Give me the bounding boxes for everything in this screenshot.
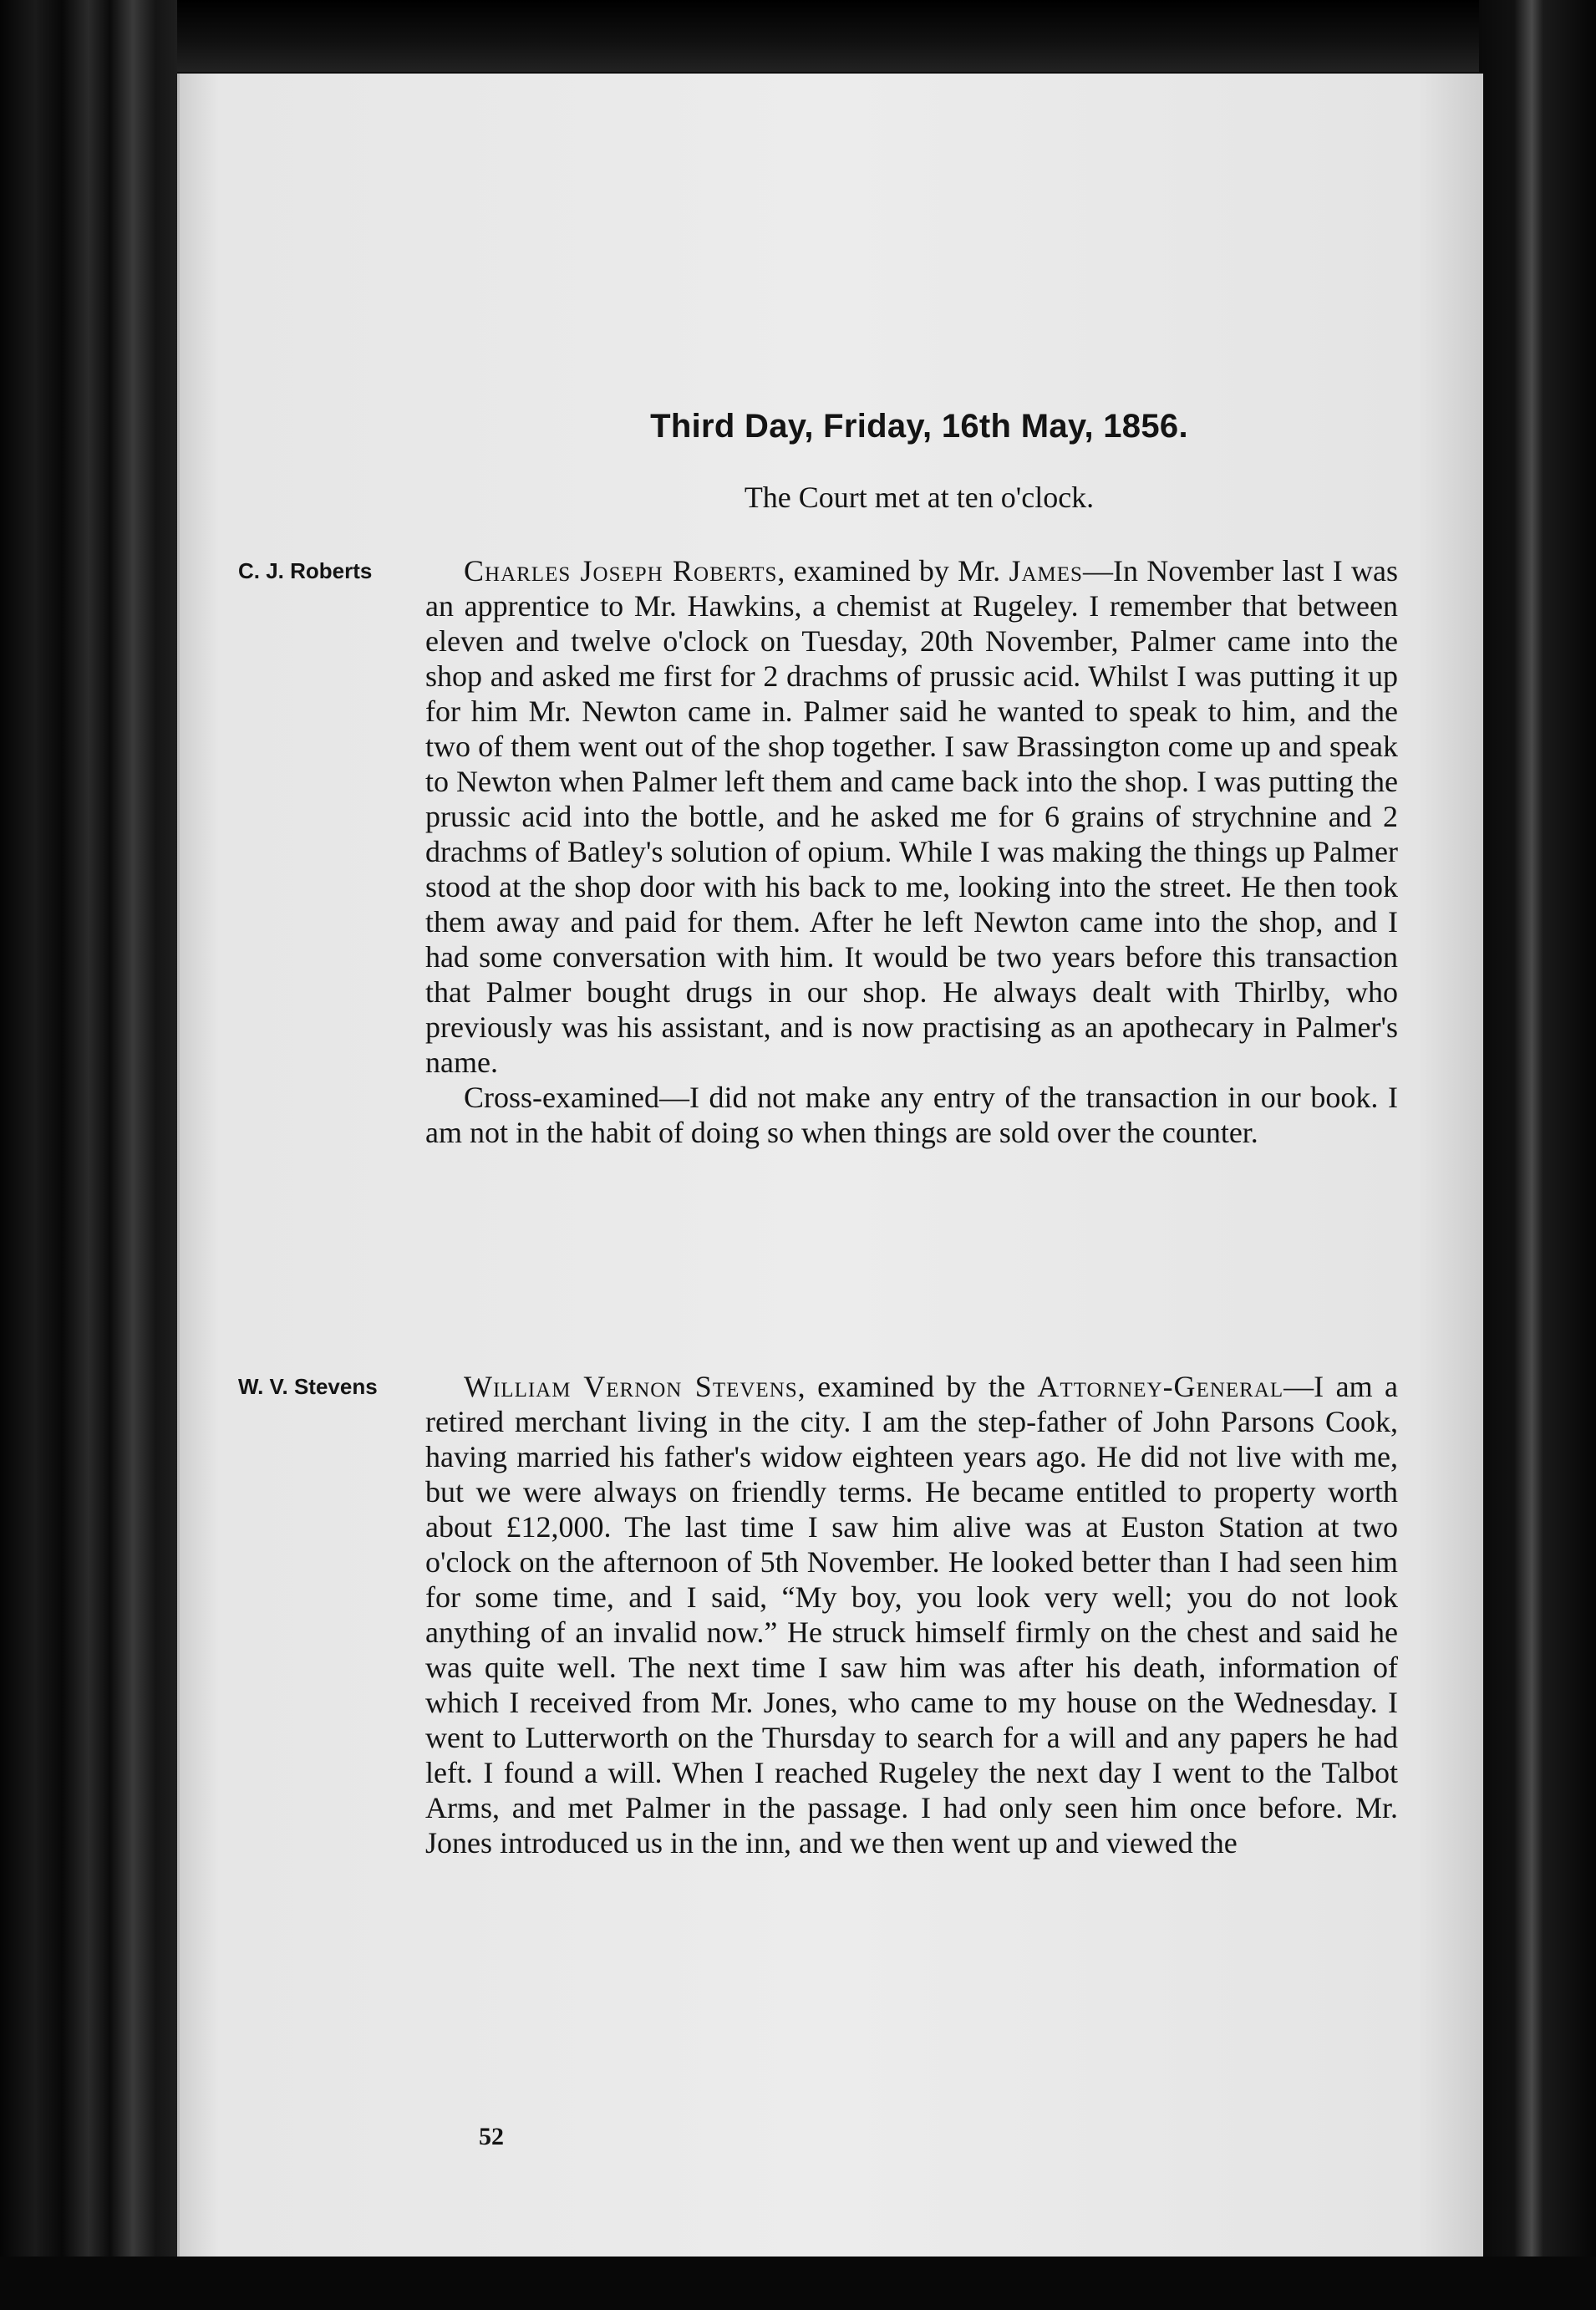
testimony-text: —In November last I was an apprentice to Mr. Hawkins, a chemist at Rugeley. I remember that between eleven and twelve o'clock on Tuesday, 20th November, Palmer came into the shop and asked me first for 2 drachms of prussic acid. Whilst I was putting it up for him Mr. Newton came in. Palmer said he wanted to speak to him, and the two of them went out of the shop together. I saw Brassington come up and speak to Newton when Palmer left them and came back into the shop. I was putting the prussic acid into the bottle, and he asked me for 6 grains of strychnine and 2 drachms of Batley's solution of opium. While I was making the things up Palmer stood at the shop door with his back to me, looking into the street. He then took them away and paid for them. After he left Newton came into the shop, and I had some conversation with him. It would be two years before this transaction that Palmer bought drugs in our shop. He always dealt with Thirlby, who previously was his assistant, and is now practising as an apothecary in Palmer's name. bbox=[425, 554, 1398, 1079]
witness-name: Charles Joseph Roberts bbox=[464, 554, 778, 588]
examined-by-lead: , examined by the bbox=[797, 1370, 1038, 1403]
testimony-roberts bbox=[425, 553, 1398, 1150]
examined-by-lead: , examined by Mr. bbox=[777, 554, 1009, 588]
page-subheading: The Court met at ten o'clock. bbox=[744, 481, 1095, 514]
examiner-name: Attorney-General bbox=[1037, 1370, 1284, 1403]
page-content bbox=[180, 74, 1483, 2257]
page-number: 52 bbox=[479, 2123, 504, 2150]
cross-examination-paragraph: Cross-examined—I did not make any entry of the transaction in our book. I am not in the habit of doing so when things are sold over the counter. bbox=[425, 1081, 1398, 1149]
testimony-text: —I am a retired merchant living in the city. I am the step-father of John Parsons Cook, having married his father's widow eighteen years ago. He did not live with me, but we were always on friendly terms. He became entitled to property worth about £12,000. The last time I saw him alive was at Euston Station at two o'clock on the afternoon of 5th November. He looked better than I had seen him for some time, and I said, “My boy, you look very well; you do not look anything of an invalid now.” He struck himself firmly on the chest and said he was quite well. The next time I saw him was after his death, information of which I received from Mr. Jones, who came to my house on the Wednesday. I went to Lutterworth on the Thursday to search for a will and any papers he had left. I found a will. When I reached Rugeley the next day I went to the Talbot Arms, and met Palmer in the passage. I had only seen him once before. Mr. Jones introduced us in the inn, and we then went up and viewed the bbox=[425, 1370, 1398, 1860]
scan-frame-top bbox=[0, 0, 1596, 72]
margin-note-stevens: W. V. Stevens bbox=[238, 1374, 378, 1399]
examiner-name: James bbox=[1009, 554, 1083, 588]
testimony-paragraph bbox=[425, 553, 1398, 1080]
page-heading: Third Day, Friday, 16th May, 1856. bbox=[650, 408, 1188, 445]
scan-frame-left bbox=[0, 0, 177, 2310]
book-page bbox=[177, 74, 1483, 2257]
testimony-paragraph bbox=[425, 1369, 1398, 1860]
margin-note-roberts: C. J. Roberts bbox=[238, 558, 373, 583]
witness-name: William Vernon Stevens bbox=[464, 1370, 798, 1403]
scan-frame-right bbox=[1479, 0, 1596, 2310]
scan-frame-bottom bbox=[0, 2257, 1596, 2310]
testimony-stevens bbox=[425, 1369, 1398, 1860]
